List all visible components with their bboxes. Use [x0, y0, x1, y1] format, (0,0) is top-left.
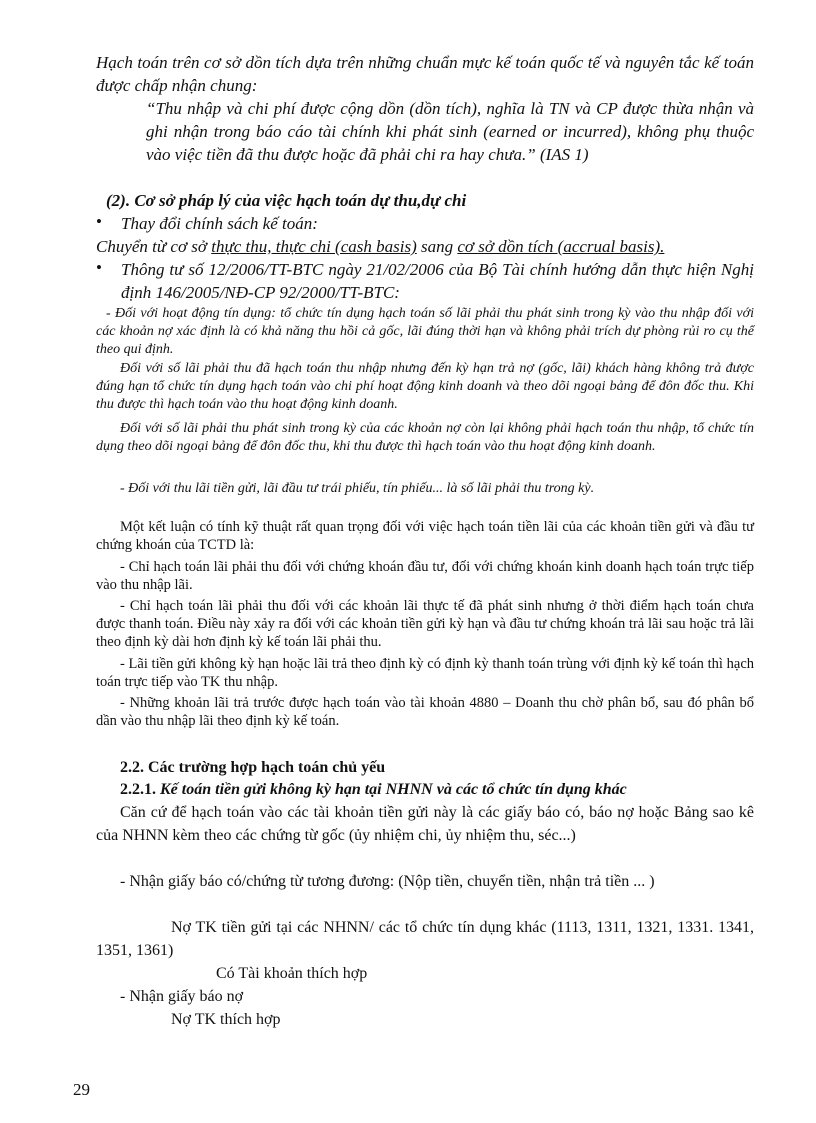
circular-item: Thông tư số 12/2006/TT-BTC ngày 21/02/2006 của Bộ Tài chính hướng dẫn thực hiện Nghị định 146/2005/NĐ-CP 92/2000/TT-BTC:: [121, 260, 754, 302]
section-heading-2-2-1: 2.2.1. Kế toán tiền gửi không kỳ hạn tại NHNN và các tổ chức tín dụng khác: [120, 781, 627, 798]
bullet-icon: •: [96, 212, 102, 231]
conclusion-point-4: - Những khoản lãi trả trước được hạch toán vào tài khoản 4880 – Doanh thu chờ phân bổ, sau đó phân bổ dần vào thu nhập lãi theo định kỳ kế toán.: [96, 695, 754, 729]
debit-entry: Nợ TK thích hợp: [171, 1011, 281, 1028]
section-heading-2-2: 2.2. Các trường hợp hạch toán chủ yếu: [120, 759, 386, 776]
intro-line: Hạch toán trên cơ sở dồn tích dựa trên những chuẩn mực kế toán quốc tế và nguyên tắc kế toán được chấp nhận chung:: [96, 53, 754, 95]
accrual-basis-term: cơ sở dồn tích (accrual basis).: [457, 237, 665, 256]
cash-basis-term: thực thu, thực chi (cash basis): [211, 237, 417, 256]
bullet-icon: •: [96, 258, 102, 277]
conclusion-point-1: - Chỉ hạch toán lãi phải thu đối với chứng khoán đầu tư, đối với chứng khoán kinh doanh hạch toán trực tiếp vào thu nhập lãi.: [96, 559, 754, 593]
rule-overdue-interest: Đối với số lãi phải thu đã hạch toán thu nhập nhưng đến kỳ hạn trả nợ (gốc, lãi) khách hàng không trả được đúng hạn tổ chức tín dụng hạch toán vào chi phí hoạt động kinh doanh và theo dõi ngoại bảng để đôn đốc thu. Khi thu được thì hạch toán vào thu hoạt động kinh doanh.: [96, 361, 754, 413]
basis-change-prefix: Chuyển từ cơ sở: [96, 237, 212, 256]
ias-quote: “Thu nhập và chi phí được cộng dồn (dồn tích), nghĩa là TN và CP được thừa nhận và ghi nhận trong báo cáo tài chính khi phát sinh (earned or incurred), không phụ thuộc vào việc tiền đã thu được hoặc đã phải chi ra hay chưa.” (IAS 1): [146, 99, 754, 164]
policy-change-item: Thay đổi chính sách kế toán:: [121, 214, 318, 233]
rule-credit-activity: - Đối với hoạt động tín dụng: tổ chức tín dụng hạch toán số lãi phải thu phát sinh trong kỳ vào thu nhập đối với các khoản nợ xác định là có khả năng thu hồi cả gốc, lãi đúng thời hạn và không phải trích dự phòng rủi ro cụ thể theo qui định.: [96, 306, 754, 358]
basis-change-mid: sang: [416, 237, 458, 256]
deposit-basis-paragraph: Căn cứ để hạch toán vào các tài khoản tiền gửi này là các giấy báo có, báo nợ hoặc Bảng sao kê của NHNN kèm theo các chứng từ gốc (ủy nhiệm chi, ủy nhiệm thu, séc...): [96, 804, 754, 844]
legal-basis-heading: (2). Cơ sở pháp lý của việc hạch toán dự thu,dự chi: [106, 191, 467, 210]
credit-entry: Có Tài khoản thích hợp: [216, 965, 368, 982]
conclusion-point-3: - Lãi tiền gửi không kỳ hạn hoặc lãi trả theo định kỳ có định kỳ thanh toán trùng với định kỳ kế toán thì hạch toán trực tiếp vào TK thu nhập.: [96, 656, 754, 690]
conclusion-intro: Một kết luận có tính kỹ thuật rất quan trọng đối với việc hạch toán tiền lãi của các khoản tiền gửi và đầu tư chứng khoán của TCTD là:: [96, 519, 754, 553]
receive-credit-note: - Nhận giấy báo có/chứng từ tương đương: (Nộp tiền, chuyển tiền, nhận trả tiền ... ): [120, 873, 655, 890]
debit-deposit-entry: Nợ TK tiền gửi tại các NHNN/ các tổ chức tín dụng khác (1113, 1311, 1321, 1331. 1341, 1351, 1361): [96, 919, 754, 959]
page-number: 29: [73, 1080, 90, 1099]
conclusion-point-2: - Chỉ hạch toán lãi phải thu đối với các khoản lãi thực tế đã phát sinh nhưng ở thời điểm hạch toán chưa được thanh toán. Điều này xảy ra đối với các khoản tiền gửi kỳ hạn và đầu tư chứng khoán trả lãi sau hoặc trả lãi theo định kỳ dài hơn định kỳ kế toán lãi phải thu.: [96, 598, 754, 650]
rule-other-debts: Đối với số lãi phải thu phát sinh trong kỳ của các khoản nợ còn lại không phải hạch toán thu nhập, tổ chức tín dụng theo dõi ngoại bảng để đôn đốc thu, khi thu được thì hạch toán vào thu hoạt động kinh doanh.: [96, 421, 754, 455]
rule-deposit-interest: - Đối với thu lãi tiền gửi, lãi đầu tư trái phiếu, tín phiếu... là số lãi phải thu trong kỳ.: [120, 481, 595, 496]
receive-debit-note: - Nhận giấy báo nợ: [120, 988, 244, 1005]
basis-change-line: [96, 235, 776, 258]
